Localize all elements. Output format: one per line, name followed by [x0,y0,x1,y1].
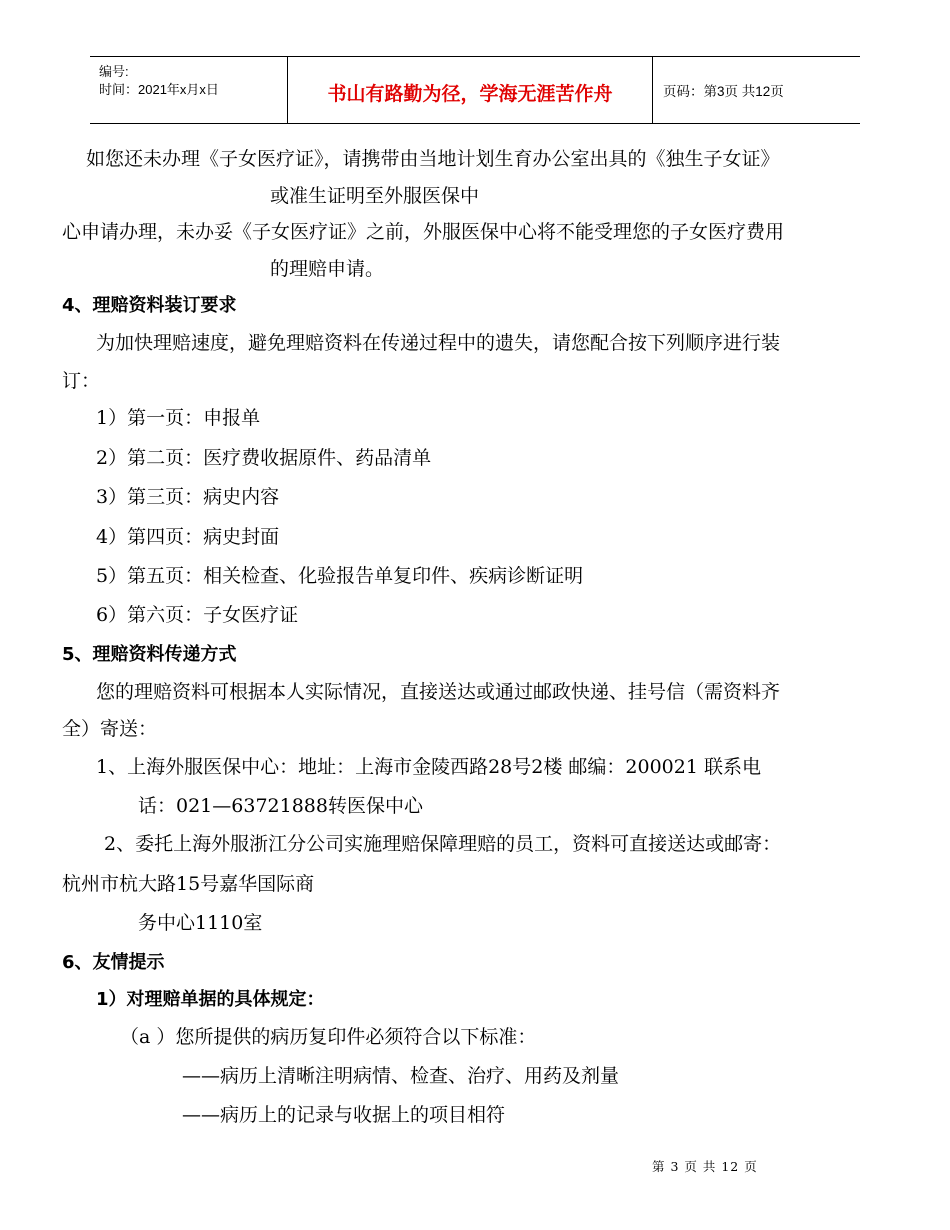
motto-text: 书山有路勤为径，学海无涯苦作舟 [327,82,613,105]
list-item-continuation: 杭州市杭大路15号嘉华国际商 [62,873,315,895]
list-item: 2、委托上海外服浙江分公司实施理赔保障理赔的员工，资料可直接送达或邮寄： [104,833,782,855]
paragraph-line: 为加快理赔速度，避免理赔资料在传递过程中的遗失，请您配合按下列顺序进行装 [96,332,781,354]
list-item: 1）第一页：申报单 [96,407,261,429]
page-footer: 第 3 页 共 12 页 [652,1159,758,1174]
paragraph-line: 的理赔申请。 [270,258,385,280]
paragraph-line: （a ）您所提供的病历复印件必须符合以下标准： [120,1026,537,1048]
list-item: 5）第五页：相关检查、化验报告单复印件、疾病诊断证明 [96,565,584,587]
dash-item: ——病历上清晰注明病情、检查、治疗、用药及剂量 [182,1065,620,1087]
list-item-continuation: 务中心1110室 [138,912,263,934]
list-item: 4）第四页：病史封面 [96,526,280,548]
header-meta [90,57,288,123]
paragraph-line: 订： [62,370,101,392]
list-item-continuation: 话：021—63721888转医保中心 [138,795,423,817]
paragraph-line: 您的理赔资料可根据本人实际情况，直接送达或通过邮政快递、挂号信（需资料齐 [96,681,781,703]
header-page-number: 页码：第3页 共12页 [663,84,784,99]
section-heading: 5、理赔资料传递方式 [62,644,237,665]
header-page-cell [653,57,860,123]
subsection-heading: 1）对理赔单据的具体规定： [96,989,325,1010]
paragraph-line: 全）寄送： [62,718,158,740]
section-heading: 4、理赔资料装订要求 [62,295,237,316]
list-item: 3）第三页：病史内容 [96,486,280,508]
list-item: 1、上海外服医保中心：地址：上海市金陵西路28号2楼 邮编：200021 联系电 [96,756,761,778]
paragraph-line: 如您还未办理《子女医疗证》，请携带由当地计划生育办公室出具的《独生子女证》 [86,148,780,170]
paragraph-line: 或准生证明至外服医保中 [270,185,480,207]
page-header [90,56,860,124]
document-date: 时间：2021年x月x日 [99,82,219,97]
header-motto-cell [288,57,653,123]
list-item: 2）第二页：医疗费收据原件、药品清单 [96,447,432,469]
dash-item: ——病历上的记录与收据上的项目相符 [182,1104,506,1126]
paragraph-line: 心申请办理，未办妥《子女医疗证》之前，外服医保中心将不能受理您的子女医疗费用 [62,221,785,243]
list-item: 6）第六页：子女医疗证 [96,604,299,626]
document-number-label: 编号: [99,64,129,79]
section-heading: 6、友情提示 [62,952,165,973]
